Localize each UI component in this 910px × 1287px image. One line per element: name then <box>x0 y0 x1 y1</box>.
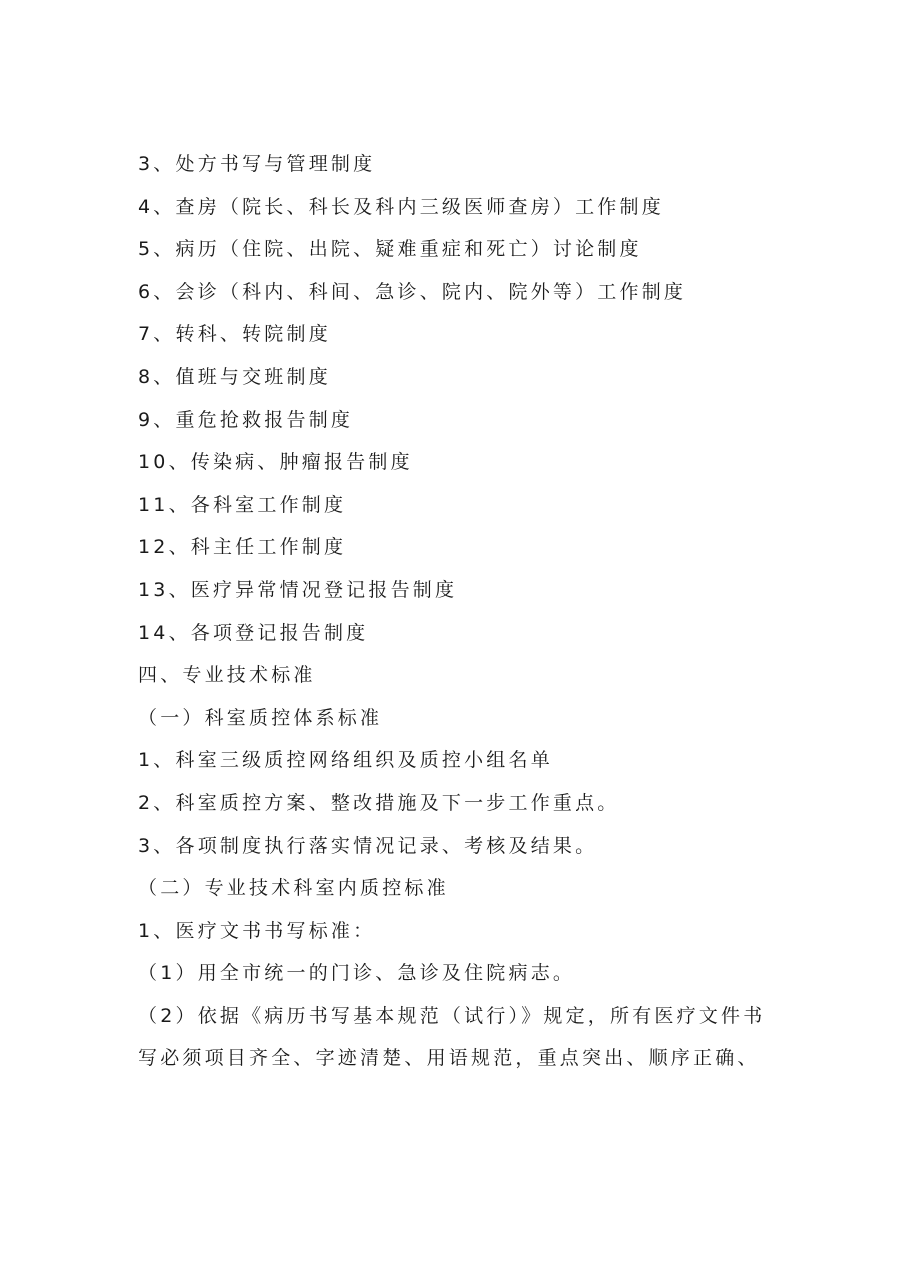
rule-item-10-infectious-tumor: 10、传染病、肿瘤报告制度 <box>138 451 413 474</box>
rule-item-12-director-work: 12、科主任工作制度 <box>138 536 347 559</box>
rule-item-13-abnormal-report: 13、医疗异常情况登记报告制度 <box>138 578 458 601</box>
rule-item-8-shift-handover: 8、值班与交班制度 <box>138 365 331 388</box>
writing-clause-2-line-2: 写必须项目齐全、字迹清楚、用语规范，重点突出、顺序正确、 <box>138 1047 760 1070</box>
subsection-heading-1: （一）科室质控体系标准 <box>138 706 383 729</box>
subsection-heading-2: （二）专业技术科室内质控标准 <box>138 877 449 900</box>
standard-item-1-network: 1、科室三级质控网络组织及质控小组名单 <box>138 749 553 772</box>
rule-item-3-prescription: 3、处方书写与管理制度 <box>138 153 376 175</box>
rule-item-14-registration-report: 14、各项登记报告制度 <box>138 621 369 644</box>
rule-item-4-ward-rounds: 4、查房（院长、科长及科内三级医师查房）工作制度 <box>138 195 664 218</box>
document-body <box>138 143 778 1080</box>
writing-clause-2-line-1: （2）依据《病历书写基本规范（试行）》规定，所有医疗文件书 <box>138 1004 766 1027</box>
rule-item-9-critical-rescue: 9、重危抢救报告制度 <box>138 408 354 431</box>
rule-item-5-case-discussion: 5、病历（住院、出院、疑难重症和死亡）讨论制度 <box>138 238 642 261</box>
writing-clause-1: （1）用全市统一的门诊、急诊及住院病志。 <box>138 962 576 985</box>
section-heading-4: 四、专业技术标准 <box>138 664 316 687</box>
standard-item-1-writing: 1、医疗文书书写标准： <box>138 919 376 942</box>
standard-item-3-execution: 3、各项制度执行落实情况记录、考核及结果。 <box>138 834 598 857</box>
rule-item-6-consultation: 6、会诊（科内、科间、急诊、院内、院外等）工作制度 <box>138 280 687 303</box>
rule-item-7-transfer: 7、转科、转院制度 <box>138 323 331 346</box>
standard-item-2-plan: 2、科室质控方案、整改措施及下一步工作重点。 <box>138 791 620 814</box>
rule-item-11-department-work: 11、各科室工作制度 <box>138 493 347 516</box>
